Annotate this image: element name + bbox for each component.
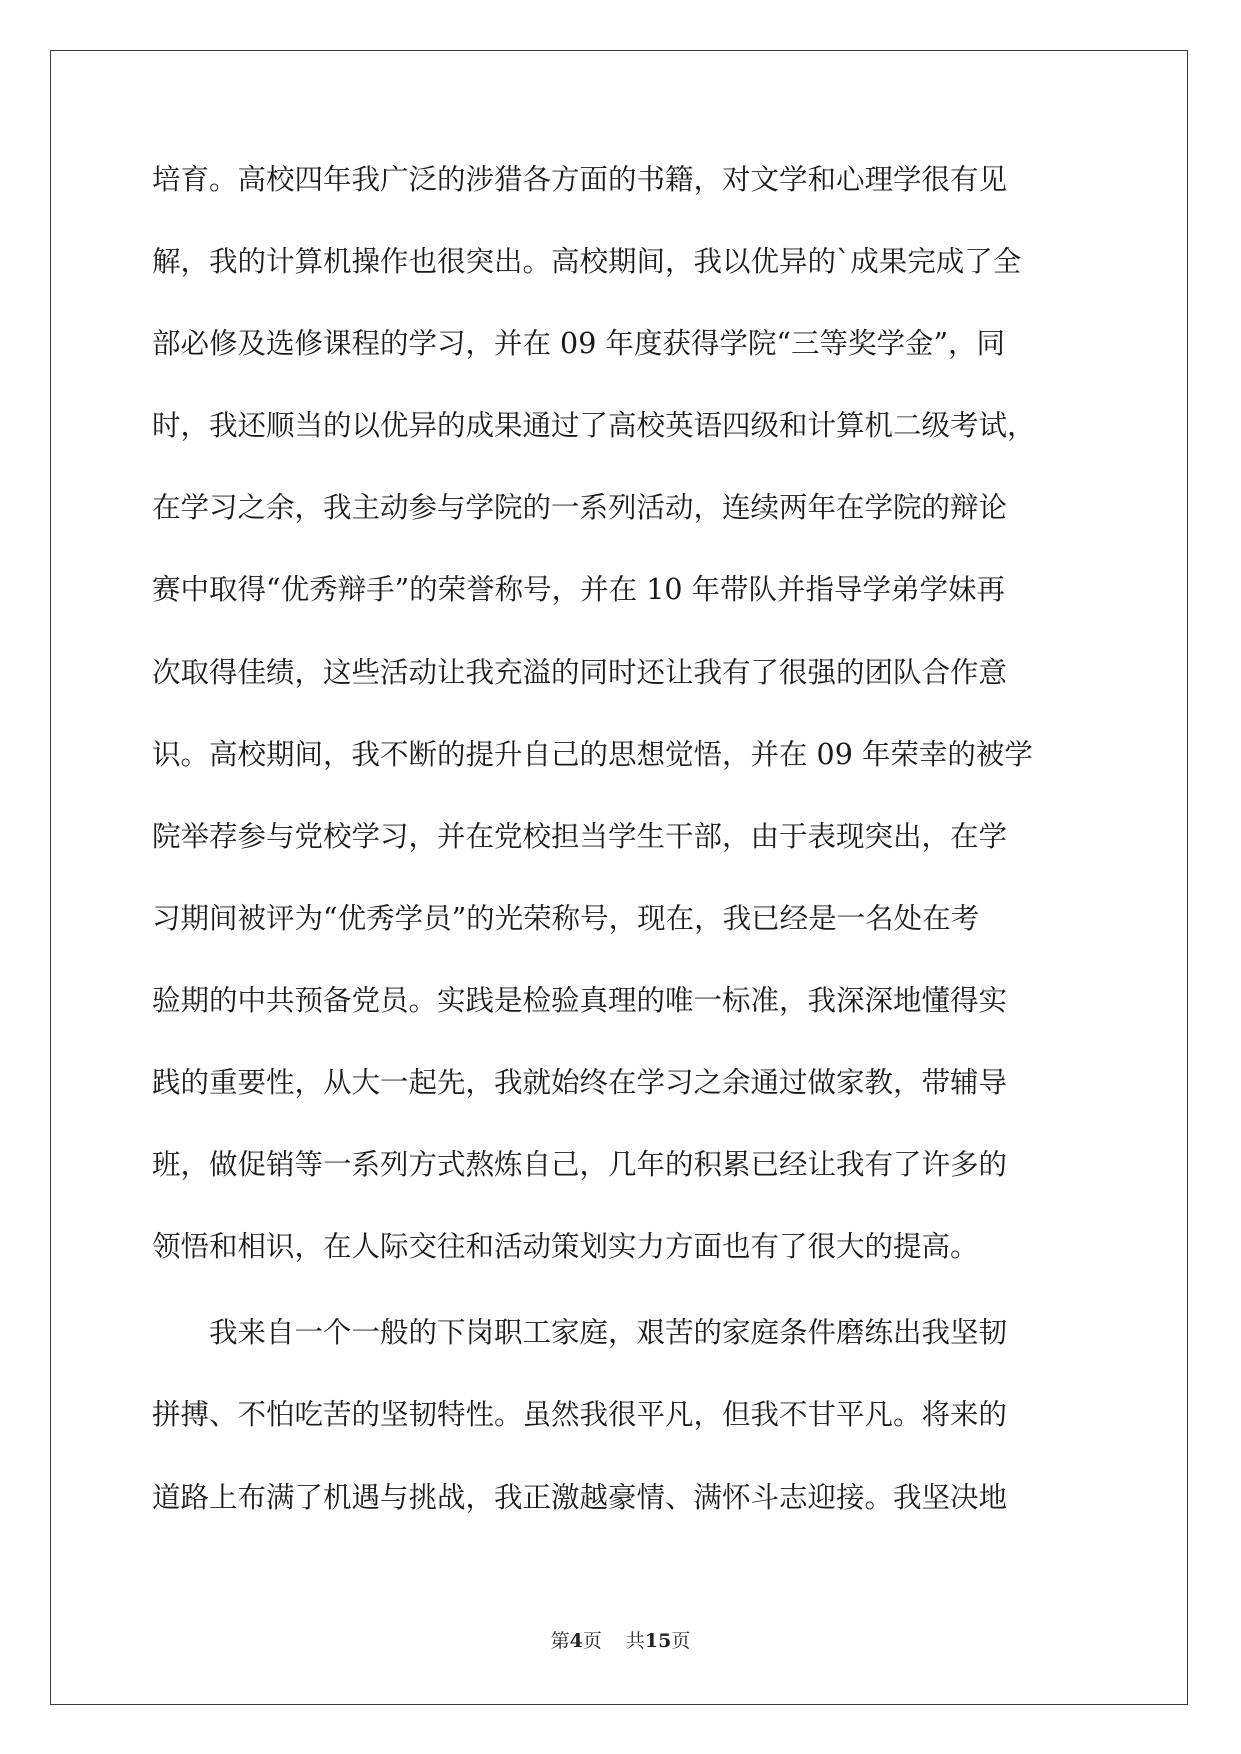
paragraph-1-line: 验期的中共预备党员。实践是检验真理的唯一标准，我深深地懂得实 (152, 983, 1008, 1017)
paragraph-1-line: 班，做促销等一系列方式熬炼自己，几年的积累已经让我有了许多的 (152, 1148, 1008, 1182)
paragraph-2-line: 我来自一个一般的下岗职工家庭，艰苦的家庭条件磨练出我坚韧 (209, 1316, 1008, 1350)
paragraph-1-line: 领悟和相识，在人际交往和活动策划实力方面也有了很大的提高。 (152, 1230, 979, 1264)
paragraph-1-line: 赛中取得“优秀辩手”的荣誉称号，并在 10 年带队并指导学弟学妹再 (152, 573, 1006, 607)
total-pages: 15 (644, 1630, 672, 1652)
paragraph-2-line: 拼搏、不怕吃苦的坚韧特性。虽然我很平凡，但我不甘平凡。将来的 (152, 1398, 1008, 1432)
paragraph-1-line: 习期间被评为“优秀学员”的光荣称号，现在，我已经是一名处在考 (152, 901, 980, 935)
page-footer (0, 1628, 1241, 1654)
paragraph-1-line: 时，我还顺当的以优异的成果通过了高校英语四级和计算机二级考试， (152, 409, 1036, 443)
total-prefix: 共 (625, 1630, 645, 1652)
paragraph-1-line: 次取得佳绩，这些活动让我充溢的同时还让我有了很强的团队合作意 (152, 655, 1008, 689)
paragraph-1-line: 培育。高校四年我广泛的涉猎各方面的书籍，对文学和心理学很有见 (152, 163, 1008, 196)
page-prefix: 第 (550, 1630, 570, 1652)
paragraph-1-line: 解，我的计算机操作也很突出。高校期间，我以优异的`成果完成了全 (152, 245, 1022, 279)
paragraph-1-line: 部必修及选修课程的学习，并在 09 年度获得学院“三等奖学金”，同 (152, 327, 1006, 361)
paragraph-1-line: 识。高校期间，我不断的提升自己的思想觉悟，并在 09 年荣幸的被学 (152, 737, 1033, 771)
paragraph-1-line: 践的重要性，从大一起先，我就始终在学习之余通过做家教，带辅导 (152, 1066, 1008, 1100)
total-suffix: 页 (671, 1630, 691, 1652)
document-body (152, 160, 1090, 1560)
paragraph-2-line: 道路上布满了机遇与挑战，我正激越豪情、满怀斗志迎接。我坚决地 (152, 1480, 1008, 1514)
paragraph-1-line: 在学习之余，我主动参与学院的一系列活动，连续两年在学院的辩论 (152, 491, 1008, 525)
paragraph-1-line: 院举荐参与党校学习，并在党校担当学生干部，由于表现突出，在学 (152, 819, 1008, 853)
page-suffix: 页 (582, 1630, 602, 1652)
page-number: 4 (569, 1630, 583, 1652)
